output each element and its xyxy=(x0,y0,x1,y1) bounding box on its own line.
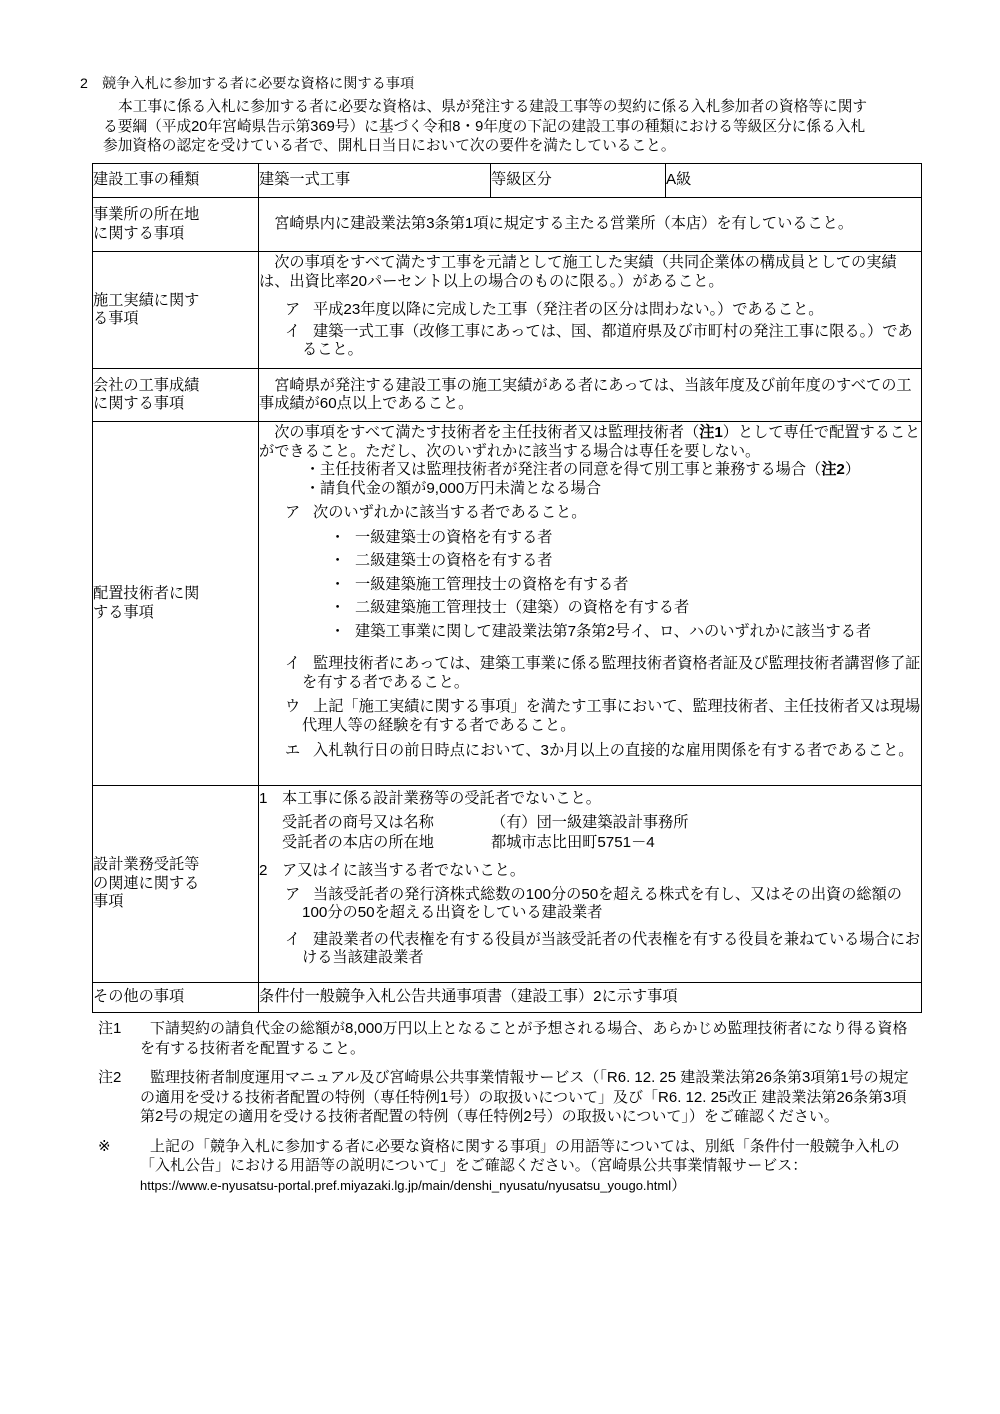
table-row-construction-type xyxy=(93,164,922,198)
numbered-item xyxy=(259,862,921,881)
exception-text: 主任技術者又は監理技術者が発注者の同意を得て別工事と兼務する場合（ xyxy=(320,461,822,478)
qualification-table xyxy=(92,163,922,1013)
note-text: 下請契約の請負代金の総額が8,000万円以上となることが予想される場合、あらかじめ監理技術者になり得る資格を有する技術者を配置すること。 xyxy=(140,1020,908,1057)
note-mark: 注2 xyxy=(98,1069,122,1086)
item-text: ア又はイに該当する者でないこと。 xyxy=(282,862,525,879)
item-mark: ウ xyxy=(285,698,301,715)
exception-item xyxy=(259,480,921,499)
item-text: 建設業者の代表権を有する役員が当該受託者の代表権を有する役員を兼ねている場合における当該建設業者 xyxy=(302,930,921,966)
design-contract-content xyxy=(259,786,922,983)
office-label xyxy=(93,198,259,252)
bullet-mark: ・ xyxy=(330,552,346,569)
construction-type-value: 建築一式工事 xyxy=(259,164,491,198)
exception-text: 請負代金の額が9,000万円未満となる場合 xyxy=(320,479,602,497)
table-row-office xyxy=(93,198,922,252)
exception-text: ） xyxy=(844,461,861,478)
qualification-text: 建築工事業に関して建設業法第7条第2号イ、ロ、ハのいずれかに該当する者 xyxy=(355,622,872,640)
bullet-mark: ・ xyxy=(305,479,321,497)
label-line: 設計業務受託等 xyxy=(93,856,200,874)
item-mark: イ xyxy=(285,930,301,948)
list-item xyxy=(259,742,921,761)
main-content xyxy=(92,163,922,1195)
qualification-text: 二級建築施工管理技士（建築）の資格を有する者 xyxy=(355,599,690,616)
list-item xyxy=(259,301,921,320)
table-row-other xyxy=(93,983,922,1013)
label-line: に関する事項 xyxy=(93,224,185,242)
item-mark: ア xyxy=(285,504,301,521)
qualification-item xyxy=(259,526,921,550)
company-score-text: 宮崎県が発注する建設工事の施工実績がある者にあっては、当該年度及び前年度のすべての工事成績が60点以上であること。 xyxy=(259,376,912,412)
grade-label: 等級区分 xyxy=(491,164,666,198)
design-contract-label xyxy=(93,786,259,983)
label-line: 事項 xyxy=(93,893,124,911)
item-mark: エ xyxy=(285,742,301,759)
table-row-engineer xyxy=(93,422,922,786)
note-reference: 注1 xyxy=(699,424,723,441)
contractor-name: （有）団一級建築設計事務所 xyxy=(491,813,689,831)
url-line xyxy=(140,1176,916,1196)
construction-type-label: 建設工事の種類 xyxy=(93,164,259,198)
label-line: 施工実績に関す xyxy=(93,291,200,309)
bullet-mark: ・ xyxy=(330,528,346,546)
lead-text: ）として専任で配置することができること。ただし、次のいずれかに該当する場合は専任を要しない。 xyxy=(259,424,921,460)
contractor-name-label: 受託者の商号又は名称 xyxy=(282,813,434,831)
list-item xyxy=(259,698,921,735)
contractor-address-label: 受託者の本店の所在地 xyxy=(282,833,434,851)
bullet-mark: ・ xyxy=(330,575,346,593)
numbered-item xyxy=(259,790,921,809)
item-text: 入札執行日の前日時点において、3か月以上の直接的な雇用関係を有する者であること。 xyxy=(313,742,914,759)
item-mark: ア xyxy=(285,885,301,903)
bullet-mark: ・ xyxy=(330,599,346,616)
table-row-company-score xyxy=(93,369,922,422)
qualification-item xyxy=(259,596,921,620)
qualification-list xyxy=(259,526,921,644)
exception-item xyxy=(259,461,921,480)
intro-paragraph: 本工事に係る入札に参加する者に必要な資格は、県が発注する建設工事等の契約に係る入札参加者の資格等に関する要綱（平成20年宮崎県告示第369号）に基づく令和8・9年度の下記の建設工事の種類における等級区分に係る入札参加資格の認定を受けている者で、開札日当日において次の要件を満たしていること。 xyxy=(103,99,868,154)
other-label: その他の事項 xyxy=(93,983,259,1013)
section-title: 競争入札に参加する者に必要な資格に関する事項 xyxy=(102,76,415,92)
grade-value: A級 xyxy=(666,164,922,198)
performance-lead: 次の事項をすべて満たす工事を元請として施工した実績（共同企業体の構成員としての実績は、出資比率20パーセント以上の場合のものに限る。）があること。 xyxy=(259,254,897,290)
label-line: する事項 xyxy=(93,603,154,621)
note-reference xyxy=(98,1137,916,1196)
performance-label xyxy=(93,252,259,369)
item-text: 上記「施工実績に関する事項」を満たす工事において、監理技術者、主任技術者又は現場代理人等の経験を有する者であること。 xyxy=(302,698,921,734)
label-line: る事項 xyxy=(93,310,139,327)
url-closing: ） xyxy=(671,1176,687,1194)
list-item xyxy=(259,931,921,968)
qualification-text: 一級建築士の資格を有する者 xyxy=(355,528,553,546)
list-item xyxy=(259,504,921,523)
other-text: 条件付一般競争入札公告共通事項書（建設工事）2に示す事項 xyxy=(259,983,922,1013)
item-mark: イ xyxy=(285,322,301,340)
notes-section xyxy=(98,1019,916,1195)
office-content xyxy=(259,198,922,252)
item-number: 1 xyxy=(259,790,268,807)
note-1 xyxy=(98,1019,916,1058)
note-text: 上記の「競争入札に参加する者に必要な資格に関する事項」の用語等については、別紙「条件付一般競争入札の「入札公告」における用語等の説明について」をご確認ください。（宮崎県公共事業情報サービス： xyxy=(140,1137,900,1174)
label-line: の関連に関する xyxy=(93,874,200,892)
note-text: 監理技術者制度運用マニュアル及び宮崎県公共事業情報サービス（「R6. 12. 25 建設業法第26条第3項第1号の規定の適用を受ける技術者配置の特例（専任特例1号）の取扱いについて」及び「R6. 12. 25改正 建設業法第26条第3項第2号の規定の適用を受ける技術者配置の特例（専任特例2号）の取扱いについて」）をご確認ください。 xyxy=(140,1069,909,1125)
list-item xyxy=(259,886,921,923)
contractor-name-row xyxy=(259,814,921,833)
item-mark: イ xyxy=(285,655,301,672)
label-line: に関する事項 xyxy=(93,395,185,412)
qualification-text: 一級建築施工管理技士の資格を有する者 xyxy=(355,575,629,593)
list-item xyxy=(259,655,921,692)
qualification-item xyxy=(259,573,921,597)
engineer-label xyxy=(93,422,259,786)
label-line: 配置技術者に関 xyxy=(93,585,200,602)
table-row-design-contract xyxy=(93,786,922,983)
item-text: 監理技術者にあっては、建築工事業に係る監理技術者資格者証及び監理技術者講習修了証を有する者であること。 xyxy=(302,655,921,691)
note-reference: 注2 xyxy=(821,461,845,478)
section-number: 2 xyxy=(80,76,88,92)
company-score-label xyxy=(93,369,259,422)
qualification-item xyxy=(259,620,921,644)
note-mark: ※ xyxy=(98,1137,111,1155)
item-mark: ア xyxy=(285,301,301,318)
item-number: 2 xyxy=(259,862,268,879)
label-line: 会社の工事成績 xyxy=(93,376,200,394)
engineer-lead xyxy=(259,424,921,461)
reference-url: https://www.e-nyusatsu-portal.pref.miyazaki.lg.jp/main/denshi_nyusatu/nyusatsu_yougo.html xyxy=(140,1177,672,1193)
bullet-mark: ・ xyxy=(305,461,321,478)
engineer-content xyxy=(259,422,922,786)
company-score-content xyxy=(259,369,922,422)
item-text: 次のいずれかに該当する者であること。 xyxy=(313,504,587,521)
lead-text: 次の事項をすべて満たす技術者を主任技術者又は監理技術者（ xyxy=(274,424,700,441)
table-row-performance xyxy=(93,252,922,369)
note-2 xyxy=(98,1068,916,1127)
section-heading xyxy=(80,75,414,93)
office-text: 宮崎県内に建設業法第3条第1項に規定する主たる営業所（本店）を有していること。 xyxy=(274,215,854,233)
item-text: 当該受託者の発行済株式総数の100分の50を超える株式を有し、又はその出資の総額の100分の50を超える出資をしている建設業者 xyxy=(302,885,902,921)
contractor-address-row xyxy=(259,834,921,853)
qualification-item xyxy=(259,549,921,573)
list-item xyxy=(259,323,921,360)
item-text: 建築一式工事（改修工事にあっては、国、都道府県及び市町村の発注工事に限る。）であること。 xyxy=(302,322,913,358)
item-text: 平成23年度以降に完成した工事（発注者の区分は問わない。）であること。 xyxy=(313,301,824,318)
note-mark: 注1 xyxy=(98,1020,122,1037)
contractor-address: 都城市志比田町5751－4 xyxy=(491,833,655,851)
qualification-text: 二級建築士の資格を有する者 xyxy=(355,552,553,569)
bullet-mark: ・ xyxy=(330,622,346,640)
label-line: 事業所の所在地 xyxy=(93,206,200,223)
performance-content xyxy=(259,252,922,369)
item-text: 本工事に係る設計業務等の受託者でないこと。 xyxy=(282,790,601,807)
